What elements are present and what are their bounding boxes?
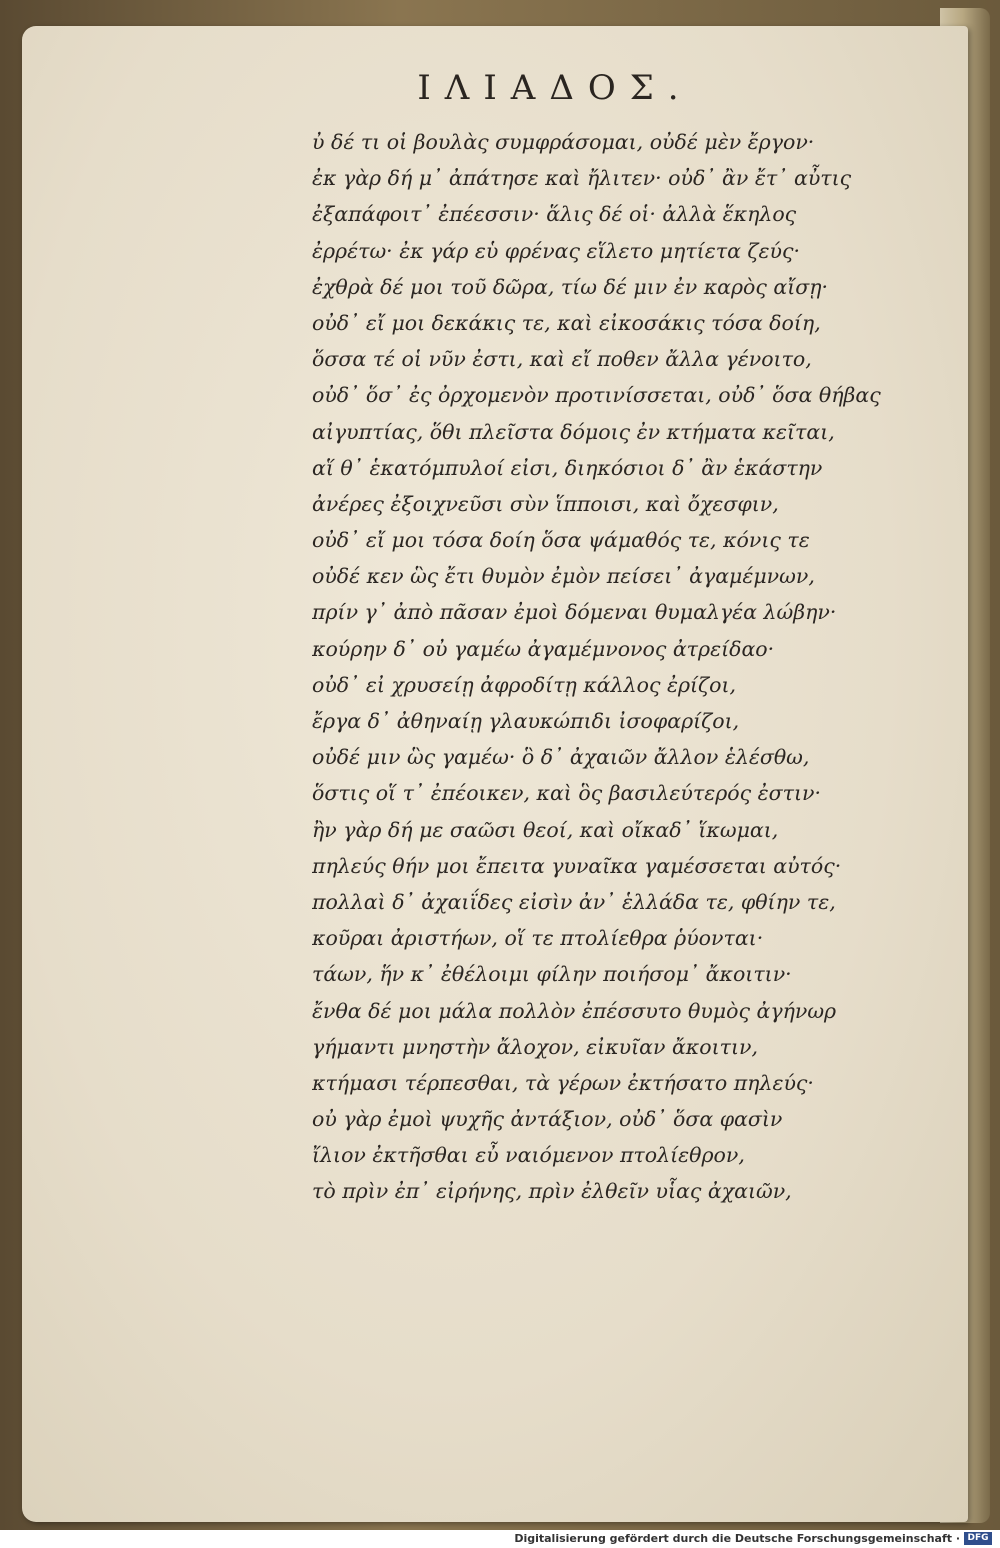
verse-line: ἴλιον ἐκτῆσθαι εὖ ναιόμενον πτολίεθρον, bbox=[312, 1143, 745, 1168]
verse-line: οὐδ᾽ ὅσ᾽ ἐς ὀρχομενὸν προτινίσσεται, οὐδ᾽ ὅσα θήβας bbox=[312, 383, 881, 408]
verse-line: οὐδ᾽ εἴ μοι δεκάκις τε, καὶ εἰκοσάκις τόσα δοίη, bbox=[312, 310, 821, 335]
verse-line: ὅστις οἵ τ᾽ ἐπέοικεν, καὶ ὃς βασιλεύτερός ἐστιν· bbox=[312, 781, 821, 806]
verse-line: ἀνέρες ἐξοιχνεῦσι σὺν ἵπποισι, καὶ ὄχεσφιν, bbox=[312, 491, 779, 516]
verse-line: ἐκ γὰρ δή μ᾽ ἀπάτησε καὶ ἤλιτεν· οὐδ᾽ ἂν ἔτ᾽ αὖτις bbox=[312, 166, 852, 191]
verse-line: ἔνθα δέ μοι μάλα πολλὸν ἐπέσσυτο θυμὸς ἀγήνωρ bbox=[312, 998, 837, 1023]
running-head: ΙΛΙΑΔΟΣ. bbox=[417, 68, 693, 108]
verse-text-block bbox=[312, 124, 892, 1210]
verse-line: γήμαντι μνηστὴν ἄλοχον, εἰκυῖαν ἄκοιτιν, bbox=[312, 1034, 758, 1059]
verse-line: ἔργα δ᾽ ἀθηναίῃ γλαυκώπιδι ἰσοφαρίζοι, bbox=[312, 709, 740, 733]
verse-line: αἵ θ᾽ ἑκατόμπυλοί εἰσι, διηκόσιοι δ᾽ ἂν ἑκάστην bbox=[312, 455, 823, 480]
dfg-logo: DFG bbox=[964, 1532, 992, 1545]
verse-line: οὐδέ κεν ὣς ἔτι θυμὸν ἐμὸν πείσει᾽ ἀγαμέμνων, bbox=[312, 564, 815, 589]
verse-line: ἐχθρὰ δέ μοι τοῦ δῶρα, τίω δέ μιν ἐν καρὸς αἴσῃ· bbox=[312, 274, 829, 299]
verse-line: αἰγυπτίας, ὅθι πλεῖστα δόμοις ἐν κτήματα κεῖται, bbox=[312, 419, 835, 444]
verse-line: οὐδέ μιν ὣς γαμέω· ὃ δ᾽ ἀχαιῶν ἄλλον ἑλέσθω, bbox=[312, 745, 810, 770]
footer-credit: Digitalisierung gefördert durch die Deutsche Forschungsgemeinschaft · bbox=[514, 1532, 960, 1545]
verse-line: ἐρρέτω· ἐκ γάρ εὑ φρένας εἵλετο μητίετα ζεύς· bbox=[312, 238, 800, 263]
verse-line: κοῦραι ἀριστήων, οἵ τε πτολίεθρα ῥύονται· bbox=[312, 926, 764, 951]
verse-line: οὐδ᾽ εἰ χρυσείῃ ἀφροδίτῃ κάλλος ἐρίζοι, bbox=[312, 672, 737, 697]
verse-line: κούρην δ᾽ οὐ γαμέω ἀγαμέμνονος ἀτρείδαο· bbox=[312, 636, 775, 661]
verse-line: τάων, ἥν κ᾽ ἐθέλοιμι φίλην ποιήσομ᾽ ἄκοιτιν· bbox=[312, 962, 792, 987]
verse-line: ὐ δέ τι οἱ βουλὰς συμφράσομαι, οὐδέ μὲν ἔργον· bbox=[312, 130, 815, 154]
verse-line: πολλαὶ δ᾽ ἀχαιΐδες εἰσὶν ἀν᾽ ἑλλάδα τε, φθίην τε, bbox=[312, 889, 836, 914]
verse-line: κτήμασι τέρπεσθαι, τὰ γέρων ἐκτήσατο πηλεύς· bbox=[312, 1070, 814, 1095]
verse-line: ὅσσα τέ οἱ νῦν ἐστι, καὶ εἴ ποθεν ἄλλα γένοιτο, bbox=[312, 347, 812, 372]
verse-line: ἢν γὰρ δή με σαῶσι θεοί, καὶ οἴκαδ᾽ ἵκωμαι, bbox=[312, 817, 779, 842]
verse-line: ἐξαπάφοιτ᾽ ἐπέεσσιν· ἅλις δέ οἱ· ἀλλὰ ἕκηλος bbox=[312, 202, 797, 227]
verse-line: οὐ γὰρ ἐμοὶ ψυχῆς ἀντάξιον, οὐδ᾽ ὅσα φασὶν bbox=[312, 1107, 783, 1132]
verse-line: οὐδ᾽ εἴ μοι τόσα δοίη ὅσα ψάμαθός τε, κόνις τε bbox=[312, 528, 810, 553]
verse-line: τὸ πρὶν ἐπ᾽ εἰρήνης, πρὶν ἐλθεῖν υἷας ἀχαιῶν, bbox=[312, 1179, 792, 1204]
verse-line: πρίν γ᾽ ἀπὸ πᾶσαν ἐμοὶ δόμεναι θυμαλγέα λώβην· bbox=[312, 600, 837, 625]
verse-line: πηλεύς θήν μοι ἔπειτα γυναῖκα γαμέσσεται αὐτός· bbox=[312, 853, 842, 878]
